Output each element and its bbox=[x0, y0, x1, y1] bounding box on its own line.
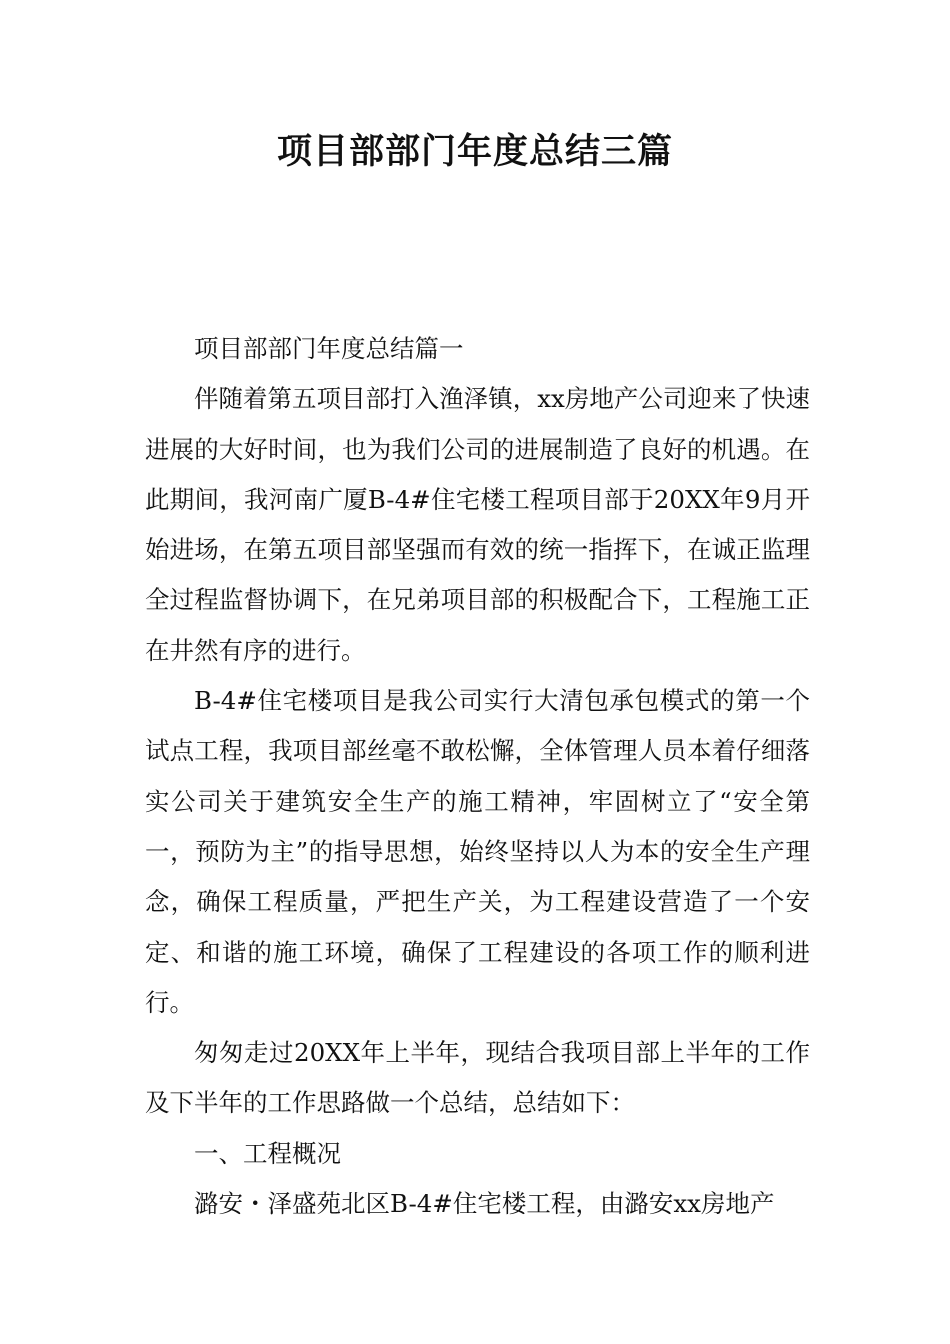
paragraph: B-4#住宅楼项目是我公司实行大清包承包模式的第一个试点工程，我项目部丝毫不敢松懈，全体管理人员本着仔细落实公司关于建筑安全生产的施工精神，牢固树立了“安全第一，预防为主”的指导思想，始终坚持以人为本的安全生产理念，确保工程质量，严把生产关，为工程建设营造了一个安定、和谐的施工环境，确保了工程建设的各项工作的顺利进行。 bbox=[145, 686, 810, 1017]
document-body bbox=[145, 324, 810, 1229]
paragraph: 匆匆走过20XX年上半年，现结合我项目部上半年的工作及下半年的工作思路做一个总结，总结如下： bbox=[145, 1038, 810, 1118]
document-title: 项目部部门年度总结三篇 bbox=[276, 132, 673, 172]
section-heading: 项目部部门年度总结篇一 bbox=[194, 334, 464, 363]
paragraph: 潞安・泽盛苑北区B-4#住宅楼工程，由潞安xx房地产 bbox=[194, 1189, 775, 1219]
paragraph: 伴随着第五项目部打入渔泽镇，xx房地产公司迎来了快速进展的大好时间，也为我们公司的进展制造了良好的机遇。在此期间，我河南广厦B-4#住宅楼工程项目部于20XX年9月开始进场，在第五项目部坚强而有效的统一指挥下，在诚正监理全过程监督协调下，在兄弟项目部的积极配合下，工程施工正在井然有序的进行。 bbox=[145, 384, 810, 665]
section-heading: 一、工程概况 bbox=[194, 1138, 341, 1168]
